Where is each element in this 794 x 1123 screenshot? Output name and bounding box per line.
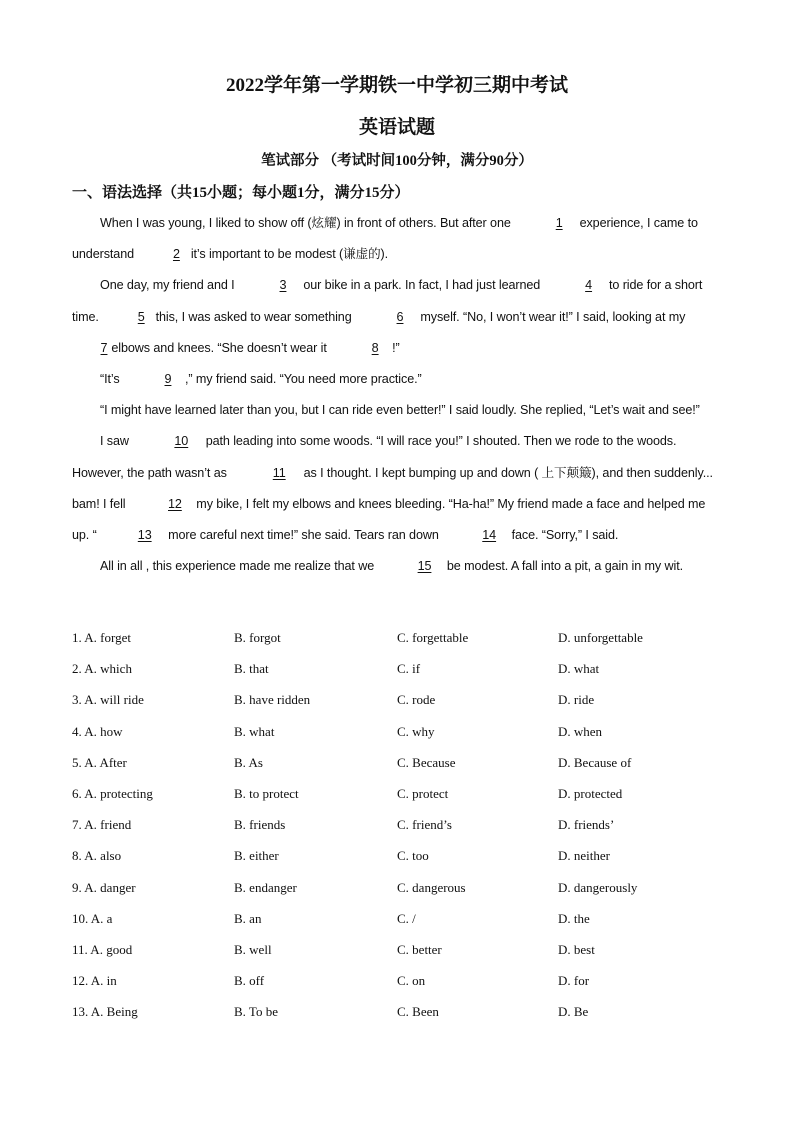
option-b: B. that xyxy=(234,661,269,677)
option-a: 3. A. will ride xyxy=(72,692,144,708)
option-a: 13. A. Being xyxy=(72,1004,138,1020)
blank-11: 11 xyxy=(272,465,286,480)
paragraph-5 xyxy=(72,426,722,551)
option-row xyxy=(72,654,722,685)
blank-5: 5 xyxy=(137,309,145,324)
paragraph-1 xyxy=(72,208,722,270)
passage-text: face. “Sorry,” I said. xyxy=(508,528,619,543)
option-d: D. what xyxy=(558,661,600,677)
option-b: B. have ridden xyxy=(234,692,311,708)
passage-text: experience, I came to understand xyxy=(72,216,698,262)
blank-7: 7 xyxy=(100,340,108,355)
option-d: D. dangerously xyxy=(558,879,638,895)
passage-text: , this experience made me realize that we xyxy=(145,559,378,574)
blank-9: 9 xyxy=(164,372,172,387)
option-d: D. Because of xyxy=(558,754,632,770)
passage-text: ,” my friend said. “You need more practice.” xyxy=(184,372,422,387)
option-a: 2. A. which xyxy=(72,661,132,677)
option-row xyxy=(72,717,722,748)
blank-10: 10 xyxy=(174,434,189,449)
option-c: C. forgettable xyxy=(397,630,469,645)
paragraph-6 xyxy=(72,551,722,582)
option-row xyxy=(72,904,722,935)
blank-4: 4 xyxy=(585,278,593,293)
option-row xyxy=(72,748,722,779)
option-a: 12. A. in xyxy=(72,973,117,989)
option-a: 10. A. a xyxy=(72,910,113,926)
option-row xyxy=(72,841,722,872)
option-d: D. unforgettable xyxy=(558,630,643,645)
passage-text: I saw xyxy=(100,434,133,449)
passage-text: to ride for a short time. xyxy=(72,278,703,324)
option-b: B. to protect xyxy=(234,785,299,801)
option-a: 7. A. friend xyxy=(72,817,132,833)
option-d: D. neither xyxy=(558,848,610,864)
option-b: B. friends xyxy=(234,817,286,833)
subject-title: 英语试题 xyxy=(358,117,435,138)
section-heading: 一、语法选择（共15小题；每小题1分，满分15分） xyxy=(72,185,410,201)
passage-text: !” xyxy=(392,340,400,355)
blank-2: 2 xyxy=(172,247,180,262)
option-row xyxy=(72,966,722,997)
option-c: C. Been xyxy=(397,1004,439,1020)
passage-text: this, I was asked to wear something xyxy=(152,309,355,324)
option-c: C. / xyxy=(397,910,416,926)
option-b: B. an xyxy=(234,910,262,926)
blank-15: 15 xyxy=(417,559,432,574)
option-c: C. dangerous xyxy=(397,879,466,895)
option-row xyxy=(72,935,722,966)
options-list xyxy=(72,623,722,1028)
option-b: B. endanger xyxy=(234,879,297,895)
blank-12: 12 xyxy=(168,496,182,511)
option-c: C. rode xyxy=(397,692,436,708)
option-b: B. what xyxy=(234,723,275,739)
passage-text: When I was young, I liked to show off (炫耀) in front of others. But after one xyxy=(100,216,515,230)
blank-13: 13 xyxy=(137,528,152,543)
exam-title: 2022学年第一学期铁一中学初三期中考试 xyxy=(225,75,568,96)
option-row xyxy=(72,685,722,716)
option-b: B. As xyxy=(234,754,263,770)
passage-text: our bike in a park. In fact, I had just learned xyxy=(299,278,544,293)
exam-info: 笔试部分 （考试时间100分钟，满分90分） xyxy=(261,153,533,169)
passage-text: more careful next time!” she said. Tears ran down xyxy=(164,528,443,543)
passage-text: myself. “No, I won’t wear it!” I said, looking at my xyxy=(417,309,686,324)
option-row xyxy=(72,873,722,904)
option-a: 11. A. good xyxy=(72,941,133,957)
option-row xyxy=(72,779,722,810)
option-b: B. well xyxy=(234,941,272,957)
option-d: D. the xyxy=(558,910,590,926)
passage-text: “It’s xyxy=(100,372,123,387)
passage-text: it’s important to be modest (谦虚的). xyxy=(187,247,389,262)
paragraph-2 xyxy=(72,270,722,364)
option-a: 9. A. danger xyxy=(72,879,136,895)
blank-6: 6 xyxy=(396,309,404,324)
option-c: C. protect xyxy=(397,785,449,801)
blank-1: 1 xyxy=(555,216,563,230)
passage-text: path leading into some woods. “I will race you!” I shouted. Then we rode to the woods. However, the path wasn’t as xyxy=(72,434,677,480)
option-b: B. forgot xyxy=(234,630,281,645)
option-c: C. if xyxy=(397,661,421,677)
option-a: 5. A. After xyxy=(72,754,127,770)
paragraph-4 xyxy=(72,395,722,426)
cloze-passage xyxy=(72,208,722,582)
option-d: D. protected xyxy=(558,785,623,801)
passage-text: my bike, I felt my elbows and knees bleeding. “Ha-ha!” My friend made a face and helped me up. “ xyxy=(72,496,706,543)
option-c: C. friend’s xyxy=(397,817,452,833)
option-a: 1. A. forget xyxy=(72,630,131,645)
option-d: D. when xyxy=(558,723,603,739)
passage-text: as I thought. I kept bumping up and down ( 上下颠簸), and then suddenly... bam! I fell xyxy=(72,465,713,511)
blank-3: 3 xyxy=(279,278,287,293)
option-b: B. either xyxy=(234,848,279,864)
option-a: 4. A. how xyxy=(72,723,123,739)
option-b: B. off xyxy=(234,973,265,989)
passage-text: be modest. A fall into a pit, a gain in my wit. xyxy=(443,559,684,574)
option-c: C. why xyxy=(397,723,435,739)
option-a: 8. A. also xyxy=(72,848,122,864)
option-row xyxy=(72,623,722,654)
option-c: C. too xyxy=(397,848,429,864)
option-b: B. To be xyxy=(234,1004,278,1020)
blank-14: 14 xyxy=(482,528,497,543)
option-row xyxy=(72,810,722,841)
passage-text: All in all xyxy=(100,559,146,574)
blank-8: 8 xyxy=(371,340,379,355)
option-d: D. friends’ xyxy=(558,817,615,833)
option-c: C. Because xyxy=(397,754,456,770)
option-d: D. ride xyxy=(558,692,595,708)
passage-text: “I might have learned later than you, but I can ride even better!” I said loudly. She replied, “Let’s wait and see!” xyxy=(100,403,700,418)
option-c: C. on xyxy=(397,973,426,989)
passage-text: elbows and knees. “She doesn’t wear it xyxy=(108,340,331,355)
option-d: D. for xyxy=(558,973,590,989)
option-d: D. best xyxy=(558,941,595,957)
option-d: D. Be xyxy=(558,1004,589,1020)
option-c: C. better xyxy=(397,941,442,957)
option-a: 6. A. protecting xyxy=(72,785,153,801)
option-row xyxy=(72,997,722,1028)
paragraph-3 xyxy=(72,364,722,395)
passage-text: One day, my friend and I xyxy=(100,278,238,293)
